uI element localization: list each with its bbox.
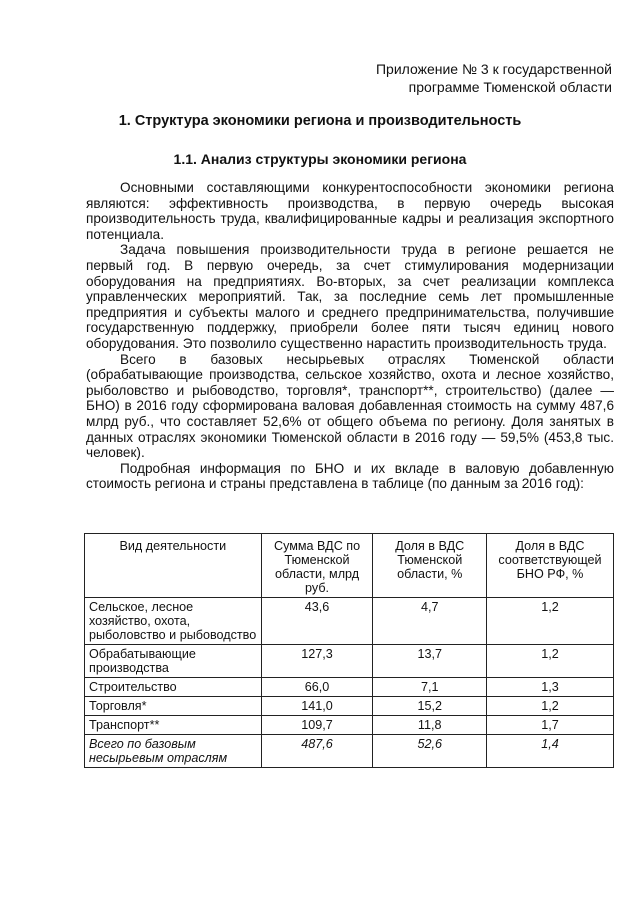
column-header-gva-sum: Сумма ВДС по Тюменской области, млрд руб.: [261, 534, 373, 598]
rf-share-cell: 1,3: [487, 678, 614, 697]
gva-sum-cell: 43,6: [261, 598, 373, 645]
region-share-cell: 11,8: [373, 716, 487, 735]
region-share-cell: 13,7: [373, 645, 487, 678]
paragraph: Подробная информация по БНО и их вкладе в валовую добавленную стоимость региона и страны представлена в таблице (по данным за 2016 год):: [86, 460, 614, 492]
activity-cell: Сельское, лесное хозяйство, охота, рыболовство и рыбоводство: [85, 598, 262, 645]
appendix-line-2: программе Тюменской области: [408, 79, 612, 95]
region-share-cell: 15,2: [373, 697, 487, 716]
section-heading: 1. Структура экономики региона и производительность: [118, 113, 522, 129]
activity-cell: Торговля*: [85, 697, 262, 716]
table-total-row: [85, 735, 614, 768]
rf-share-cell: 1,2: [487, 598, 614, 645]
activity-cell: Строительство: [85, 678, 262, 697]
paragraph: Основными составляющими конкурентоспособности экономики региона являются: эффективность производства, в первую очередь высокая производительность труда, квалифицированные кадры и реализация экспортного потенциала.: [86, 180, 614, 242]
gva-sum-cell: 127,3: [261, 645, 373, 678]
appendix-line-1: Приложение № 3 к государственной: [375, 61, 612, 77]
activity-cell: Обрабатывающие производства: [85, 645, 262, 678]
table-row: [85, 598, 614, 645]
appendix-note: [312, 60, 612, 96]
region-share-cell: 4,7: [373, 598, 487, 645]
gva-sum-cell: 141,0: [261, 697, 373, 716]
table-row: [85, 697, 614, 716]
column-header-activity: Вид деятельности: [85, 534, 262, 598]
total-rf-share-cell: 1,4: [487, 735, 614, 768]
gva-sum-cell: 109,7: [261, 716, 373, 735]
rf-share-cell: 1,2: [487, 645, 614, 678]
paragraph: Всего в базовых несырьевых отраслях Тюменской области (обрабатывающие производства, сельское хозяйство, охота и лесное хозяйство, рыболовство и рыбоводство, торговля*, транспорт**, строительство) (далее — БНО) в 2016 году сформирована валовая добавленная стоимость на сумму 487,6 млрд руб., что составляет 52,6% от общего объема по региону. Доля занятых в данных отраслях экономики Тюменской области в 2016 году — 59,5% (453,8 тыс. человек).: [86, 351, 614, 461]
column-header-region-share: Доля в ВДС Тюменской области, %: [373, 534, 487, 598]
rf-share-cell: 1,2: [487, 697, 614, 716]
subsection-heading: 1.1. Анализ структуры экономики региона: [173, 151, 467, 167]
gva-sum-cell: 66,0: [261, 678, 373, 697]
rf-share-cell: 1,7: [487, 716, 614, 735]
table-row: [85, 678, 614, 697]
column-header-rf-share: Доля в ВДС соответствующей БНО РФ, %: [487, 534, 614, 598]
table-row: [85, 645, 614, 678]
gva-table: [84, 533, 614, 768]
activity-cell: Транспорт**: [85, 716, 262, 735]
total-region-share-cell: 52,6: [373, 735, 487, 768]
paragraph: Задача повышения производительности труда в регионе решается не первый год. В первую очередь, за счет стимулирования модернизации оборудования на предприятиях. Во-вторых, за счет реализации комплекса управленческих мероприятий. Так, за последние семь лет промышленные предприятия и субъекты малого и среднего предпринимательства, получившие государственную поддержку, приобрели более пяти тысяч единиц нового оборудования. Это позволило существенно нарастить производительность труда.: [86, 242, 614, 351]
total-gva-sum-cell: 487,6: [261, 735, 373, 768]
table-header-row: [85, 534, 614, 598]
body-text: [86, 180, 614, 492]
region-share-cell: 7,1: [373, 678, 487, 697]
total-label-cell: Всего по базовым несырьевым отраслям: [85, 735, 262, 768]
table-row: [85, 716, 614, 735]
